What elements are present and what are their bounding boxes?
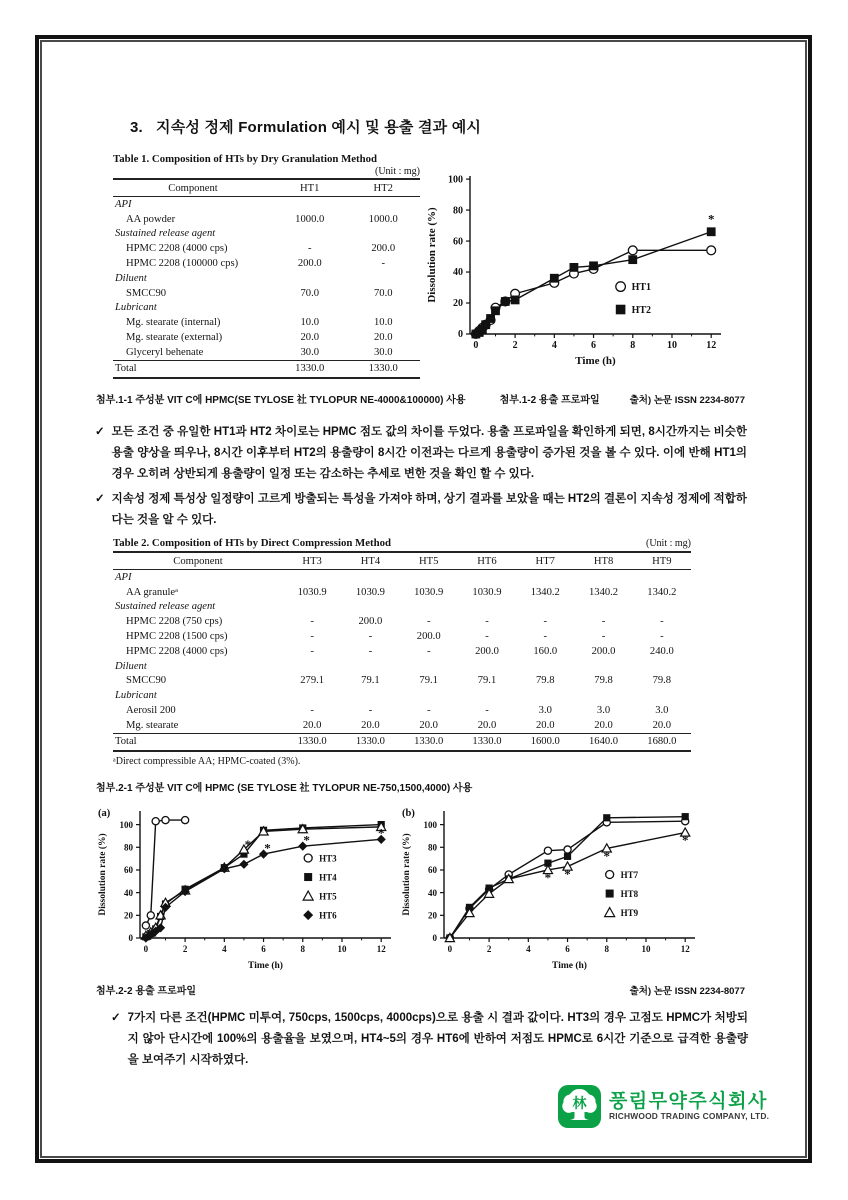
cell-value: - xyxy=(368,645,373,657)
table-unit: (Unit : mg) xyxy=(375,166,420,177)
category-label: Lubricant xyxy=(115,690,157,702)
svg-text:HT7: HT7 xyxy=(620,869,639,880)
source-citation-1: 출처) 논문 ISSN 2234-8077 xyxy=(629,395,745,406)
cell-value: - xyxy=(543,616,548,628)
svg-text:20: 20 xyxy=(428,910,437,921)
table-row xyxy=(113,585,691,600)
cell-value: 20.0 xyxy=(594,719,613,731)
category-row xyxy=(113,600,691,615)
bullet-paragraph-3 xyxy=(111,1008,748,1071)
cell-value: - xyxy=(368,631,373,643)
cell-value: 1030.9 xyxy=(472,586,502,598)
svg-text:Time (h): Time (h) xyxy=(248,961,283,971)
category-label: Sustained release agent xyxy=(115,228,216,240)
cell-value: 279.1 xyxy=(300,675,325,687)
category-row xyxy=(113,659,691,674)
svg-text:2: 2 xyxy=(512,340,518,351)
svg-text:20: 20 xyxy=(453,298,463,310)
row-label: SMCC90 xyxy=(126,287,167,299)
column-header: HT3 xyxy=(283,552,341,570)
cell-value: - xyxy=(426,704,431,716)
dissolution-chart-ht1-ht2 xyxy=(424,165,734,368)
composition-table xyxy=(113,178,420,379)
svg-text:100: 100 xyxy=(448,174,463,186)
svg-text:0: 0 xyxy=(458,329,463,341)
logo-english-name: RICHWOOD TRADING COMPANY, LTD. xyxy=(609,1111,770,1122)
cell-value: - xyxy=(660,616,664,628)
caption-attachment-2-1: 첨부.2-1 주성분 VIT C에 HPMC (SE TYLOSE 社 TYLOPUR NE-750,1500,4000) 사용 xyxy=(96,783,473,794)
cell-value: 1330.0 xyxy=(341,733,399,751)
column-header: HT8 xyxy=(574,552,632,570)
cell-value: 1330.0 xyxy=(400,733,458,751)
svg-text:80: 80 xyxy=(453,205,463,217)
svg-text:Dissolution rate (%): Dissolution rate (%) xyxy=(426,207,438,303)
svg-text:*: * xyxy=(303,832,310,848)
svg-text:*: * xyxy=(707,211,715,227)
table-row xyxy=(113,241,420,256)
cell-value: 10.0 xyxy=(300,317,320,329)
column-header: HT4 xyxy=(341,552,399,570)
svg-text:2: 2 xyxy=(182,944,188,954)
caption-row-1 xyxy=(96,391,745,406)
category-row xyxy=(113,688,691,703)
svg-text:6: 6 xyxy=(261,944,266,954)
table-row xyxy=(113,703,691,718)
row-label: Mg. stearate (internal) xyxy=(126,317,221,329)
cell-value: 20.0 xyxy=(373,331,393,343)
svg-text:80: 80 xyxy=(428,842,437,853)
svg-text:Time (h): Time (h) xyxy=(575,355,616,367)
cell-value: - xyxy=(310,616,314,628)
cell-value: 1680.0 xyxy=(633,733,691,751)
cell-value: 70.0 xyxy=(373,287,393,299)
table-row xyxy=(113,256,420,271)
cell-value: - xyxy=(485,616,489,628)
cell-value: 200.0 xyxy=(475,645,499,657)
svg-text:12: 12 xyxy=(376,944,386,954)
svg-text:HT8: HT8 xyxy=(620,888,639,899)
svg-text:Dissolution rate (%): Dissolution rate (%) xyxy=(402,833,412,916)
dissolution-chart-ht3-ht6 xyxy=(94,800,404,972)
cell-value: 1030.9 xyxy=(355,586,385,598)
category-row xyxy=(113,570,691,585)
category-label: Diluent xyxy=(115,660,147,672)
table-title: Table 1. Composition of HTs by Dry Granulation Method xyxy=(113,153,378,165)
logo-hanja: 林 xyxy=(572,1095,587,1111)
svg-text:40: 40 xyxy=(124,887,133,898)
svg-text:4: 4 xyxy=(222,944,227,954)
svg-text:60: 60 xyxy=(453,236,463,248)
table-title-row xyxy=(113,537,691,549)
table-row xyxy=(113,212,420,227)
category-row xyxy=(113,271,420,286)
cell-value: 1030.9 xyxy=(297,586,327,598)
caption-row-2 xyxy=(96,982,745,997)
cell-value: 20.0 xyxy=(652,719,672,731)
column-header: HT5 xyxy=(400,552,458,570)
cell-value: 160.0 xyxy=(533,645,558,657)
svg-text:0: 0 xyxy=(432,933,437,944)
svg-text:0: 0 xyxy=(143,944,149,954)
row-label: HPMC 2208 (4000 cps) xyxy=(126,243,228,255)
category-label: API xyxy=(115,571,132,583)
row-label: HPMC 2208 (100000 cps) xyxy=(126,258,239,270)
cell-value: 10.0 xyxy=(373,317,393,329)
caption-attachment-1-1: 첨부.1-1 주성분 VIT C에 HPMC(SE TYLOSE 社 TYLOPUR NE-4000&100000) 사용 xyxy=(96,395,466,406)
svg-text:4: 4 xyxy=(526,944,531,954)
svg-text:60: 60 xyxy=(124,865,133,876)
cell-value: 1000.0 xyxy=(368,213,398,225)
cell-value: 200.0 xyxy=(591,645,616,657)
svg-text:*: * xyxy=(603,848,611,864)
svg-text:60: 60 xyxy=(428,865,437,876)
cell-value: 1330.0 xyxy=(347,360,421,378)
cell-value: - xyxy=(485,631,489,643)
company-logo xyxy=(557,1084,769,1129)
row-label: AA granuleᵃ xyxy=(126,586,179,598)
checkmark-icon: ✓ xyxy=(111,1012,121,1024)
category-row xyxy=(113,197,420,212)
table-row xyxy=(113,614,691,629)
category-row xyxy=(113,300,420,315)
cell-value: 79.8 xyxy=(652,675,672,687)
category-label: API xyxy=(115,198,132,210)
cell-value: 200.0 xyxy=(297,258,322,270)
row-label: AA powder xyxy=(126,213,176,225)
table-row xyxy=(113,360,420,378)
cell-value: 79.8 xyxy=(594,675,613,687)
svg-text:HT5: HT5 xyxy=(319,891,337,902)
cell-value: 200.0 xyxy=(358,616,383,628)
row-label: SMCC90 xyxy=(126,675,167,687)
svg-text:100: 100 xyxy=(119,819,133,830)
composition-table xyxy=(113,551,691,752)
table-row xyxy=(113,315,420,330)
cell-value: - xyxy=(368,704,373,716)
svg-text:100: 100 xyxy=(423,819,437,830)
cell-value: 1330.0 xyxy=(283,733,341,751)
cell-value: 79.1 xyxy=(419,675,438,687)
svg-text:*: * xyxy=(244,837,252,853)
svg-text:6: 6 xyxy=(591,340,597,351)
cell-value: 1640.0 xyxy=(574,733,632,751)
row-label: Total xyxy=(113,360,273,378)
svg-text:8: 8 xyxy=(604,944,610,954)
svg-text:8: 8 xyxy=(630,340,636,351)
cell-value: 79.8 xyxy=(535,675,555,687)
svg-text:40: 40 xyxy=(428,887,437,898)
svg-text:40: 40 xyxy=(453,267,463,279)
svg-text:(b): (b) xyxy=(402,808,415,819)
cell-value: - xyxy=(310,704,314,716)
svg-text:HT1: HT1 xyxy=(631,282,652,293)
svg-text:6: 6 xyxy=(565,944,570,954)
column-header: Component xyxy=(113,179,273,197)
row-label: HPMC 2208 (1500 cps) xyxy=(126,631,228,643)
svg-text:0: 0 xyxy=(447,944,453,954)
category-label: Lubricant xyxy=(115,302,157,314)
bullet-paragraph-1 xyxy=(95,422,747,485)
cell-value: 1340.2 xyxy=(647,586,677,598)
cell-value: 1340.2 xyxy=(588,586,619,598)
svg-text:8: 8 xyxy=(300,944,306,954)
svg-text:*: * xyxy=(544,869,552,885)
cell-value: 240.0 xyxy=(649,645,674,657)
tree-icon xyxy=(557,1084,602,1129)
svg-text:HT6: HT6 xyxy=(319,910,337,921)
table-row xyxy=(113,286,420,301)
cell-value: - xyxy=(543,631,548,643)
cell-value: 1330.0 xyxy=(273,360,347,378)
column-header: HT9 xyxy=(633,552,691,570)
logo-text xyxy=(609,1092,769,1122)
cell-value: 3.0 xyxy=(655,704,669,716)
source-citation-2: 출처) 논문 ISSN 2234-8077 xyxy=(629,986,745,997)
table1-dry-granulation xyxy=(113,153,420,379)
cell-value: 20.0 xyxy=(477,719,497,731)
cell-value: 1330.0 xyxy=(458,733,516,751)
category-label: Sustained release agent xyxy=(115,601,216,613)
section-title: 3. 지속성 정제 Formulation 예시 및 용출 결과 예시 xyxy=(130,119,482,136)
row-label: Mg. stearate (external) xyxy=(126,331,223,343)
row-label: Mg. stearate xyxy=(126,719,179,731)
cell-value: 79.1 xyxy=(361,675,380,687)
svg-text:10: 10 xyxy=(337,944,347,954)
svg-text:0: 0 xyxy=(473,340,479,351)
table-row xyxy=(113,330,420,345)
table-title: Table 2. Composition of HTs by Direct Compression Method xyxy=(113,537,392,549)
bullet-text-1: 모든 조건 중 유일한 HT1과 HT2 차이로는 HPMC 점도 값의 차이를 두었다. 용출 프로파일을 확인하게 되면, 8시간까지는 비슷한 용출 양상을 띄우나, 8시간 이후부터 HT2의 용출량이 8시간 이전과는 다르게 용출량이 증가된 것을 볼 수 있다. 이에 반해 HT1의 경우 오히려 상반되게 용출량이 일정 또는 감소하는 추세로 변한 것을 확인 할 수 있다. xyxy=(111,426,747,480)
table-row xyxy=(113,718,691,733)
cell-value: 20.0 xyxy=(361,719,380,731)
cell-value: 3.0 xyxy=(596,704,611,716)
table-row xyxy=(113,629,691,644)
svg-text:HT3: HT3 xyxy=(319,853,337,864)
cell-value: 1340.2 xyxy=(530,586,560,598)
cell-value: 30.0 xyxy=(373,346,393,358)
svg-text:*: * xyxy=(264,840,271,856)
svg-text:HT2: HT2 xyxy=(631,304,652,316)
cell-value: - xyxy=(307,243,312,255)
row-label: Glyceryl behenate xyxy=(126,346,204,358)
column-header: HT1 xyxy=(273,179,347,197)
bullet-text-2: 지속성 정제 특성상 일정량이 고르게 방출되는 특성을 가져야 하며, 상기 결과를 보았을 때는 HT2의 결론이 지속성 정제에 적합하다는 것을 알 수 있다. xyxy=(111,493,747,526)
row-label: HPMC 2208 (750 cps) xyxy=(126,616,223,628)
svg-text:Dissolution rate (%): Dissolution rate (%) xyxy=(98,833,108,916)
svg-text:HT4: HT4 xyxy=(319,872,337,883)
svg-text:(a): (a) xyxy=(98,808,111,819)
cell-value: 200.0 xyxy=(416,631,441,643)
cell-value: 30.0 xyxy=(300,346,320,358)
svg-text:4: 4 xyxy=(551,340,557,351)
svg-text:20: 20 xyxy=(124,910,133,921)
logo-korean-name: 풍림무약주식회사 xyxy=(609,1090,768,1112)
table-unit: (Unit : mg) xyxy=(646,538,691,549)
svg-text:80: 80 xyxy=(124,842,133,853)
svg-text:*: * xyxy=(681,832,689,848)
row-label: Total xyxy=(113,733,283,751)
table-row xyxy=(113,345,420,360)
svg-text:0: 0 xyxy=(128,933,133,944)
cell-value: 20.0 xyxy=(302,719,322,731)
column-header: Component xyxy=(113,552,283,570)
cell-value: 1000.0 xyxy=(295,213,325,225)
cell-value: - xyxy=(485,704,489,716)
dissolution-chart-ht7-ht9 xyxy=(398,800,708,972)
table-footnote: ᵃDirect compressible AA; HPMC-coated (3%). xyxy=(113,755,301,767)
category-row xyxy=(113,227,420,242)
svg-text:2: 2 xyxy=(486,944,492,954)
cell-value: - xyxy=(381,258,386,270)
cell-value: 20.0 xyxy=(300,331,320,343)
svg-text:12: 12 xyxy=(680,944,690,954)
cell-value: - xyxy=(660,631,664,643)
table2-direct-compression xyxy=(113,537,691,767)
checkmark-icon: ✓ xyxy=(95,426,105,438)
cell-value: - xyxy=(426,645,431,657)
column-header: HT2 xyxy=(347,179,421,197)
cell-value: - xyxy=(310,631,314,643)
svg-text:HT9: HT9 xyxy=(620,908,639,918)
column-header: HT6 xyxy=(458,552,516,570)
bullet-paragraph-2 xyxy=(95,489,747,531)
cell-value: 200.0 xyxy=(371,243,396,255)
svg-text:10: 10 xyxy=(641,944,651,954)
row-label: Aerosil 200 xyxy=(126,704,176,716)
cell-value: 20.0 xyxy=(419,719,438,731)
svg-text:12: 12 xyxy=(706,340,717,351)
svg-text:*: * xyxy=(564,866,571,882)
svg-text:Time (h): Time (h) xyxy=(552,961,587,971)
cell-value: - xyxy=(601,631,606,643)
cell-value: - xyxy=(310,645,314,657)
checkmark-icon: ✓ xyxy=(95,493,105,505)
cell-value: 1030.9 xyxy=(414,586,444,598)
cell-value: 79.1 xyxy=(477,675,497,687)
category-label: Diluent xyxy=(115,272,147,284)
table-row xyxy=(113,733,691,751)
table-row xyxy=(113,673,691,688)
cell-value: 70.0 xyxy=(300,287,320,299)
column-header: HT7 xyxy=(516,552,574,570)
cell-value: 20.0 xyxy=(535,719,555,731)
cell-value: 1600.0 xyxy=(516,733,574,751)
svg-text:10: 10 xyxy=(666,340,677,351)
caption-attachment-1-2: 첨부.1-2 용출 프로파일 xyxy=(499,395,600,406)
bullet-text-3: 7가지 다른 조건(HPMC 미투여, 750cps, 1500cps, 4000cps)으로 용출 시 결과 값이다. HT3의 경우 고점도 HPMC가 처방되지 않아 단시간에 100%의 용출율을 보였으며, HT4~5의 경우 HT6에 반하여 저점도 HPMC로 6시간 기준으로 급격한 용출량을 보여주기 시작하였다. xyxy=(127,1012,748,1066)
row-label: HPMC 2208 (4000 cps) xyxy=(126,645,228,657)
table-row xyxy=(113,644,691,659)
cell-value: 3.0 xyxy=(538,704,552,716)
cell-value: - xyxy=(426,616,431,628)
svg-text:*: * xyxy=(377,825,385,841)
cell-value: - xyxy=(601,616,606,628)
caption-attachment-2-2: 첨부.2-2 용출 프로파일 xyxy=(96,986,197,997)
